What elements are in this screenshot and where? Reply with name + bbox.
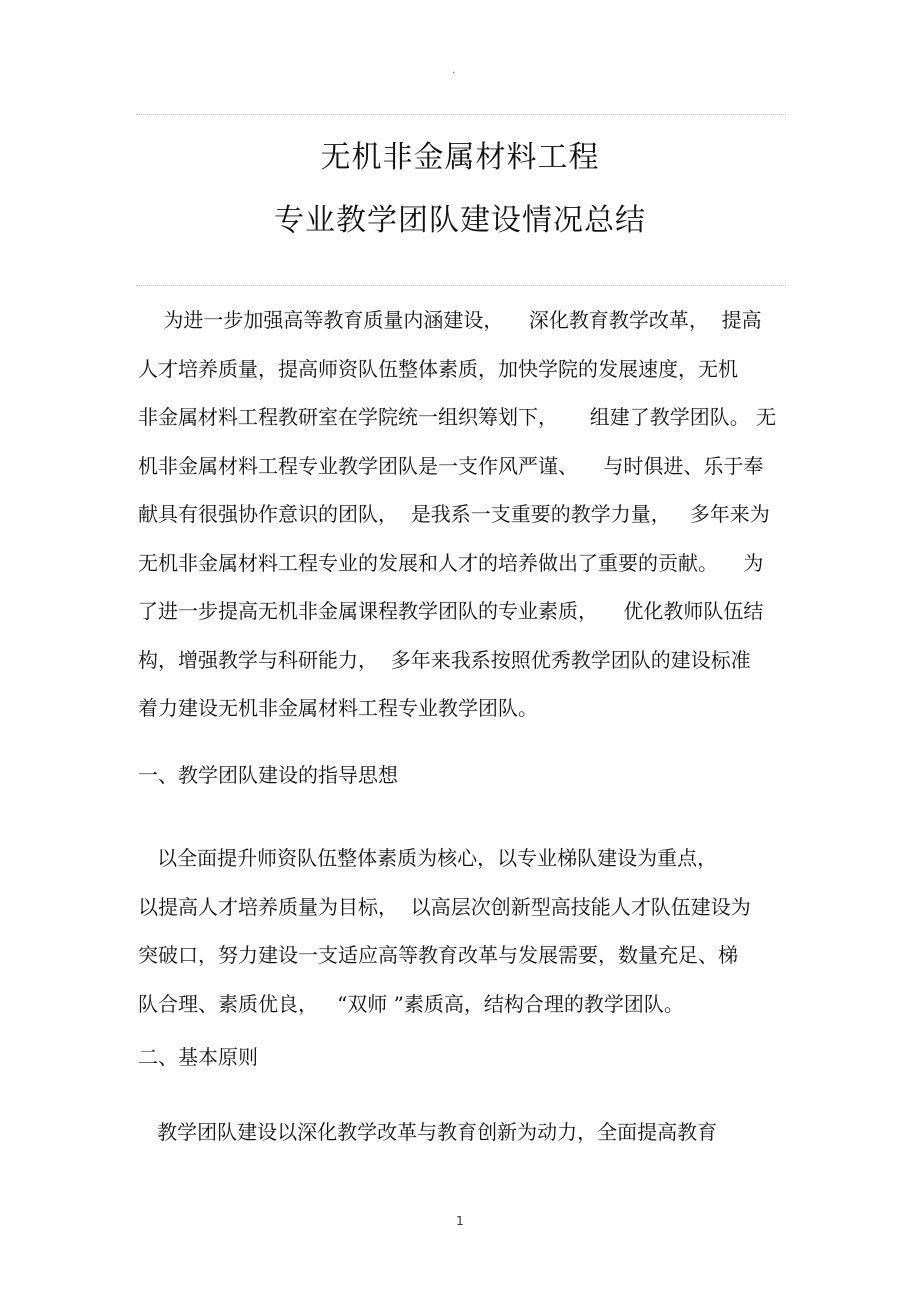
paragraph-line: 以提高人才培养质量为目标， 以高层次创新型高技能人才队伍建设为 xyxy=(138,894,751,919)
paragraph-line: 着力建设无机非金属材料工程专业教学团队。 xyxy=(138,696,538,720)
paragraph-line: 以全面提升师资队伍整体素质为核心，以专业梯队建设为重点， xyxy=(138,846,718,870)
title-divider xyxy=(136,285,786,286)
section-2-heading: 二、基本原则 xyxy=(138,1045,258,1069)
paragraph-line: 无机非金属材料工程专业的发展和人才的培养做出了重要的贡献。 为 xyxy=(138,550,764,575)
paragraph-line: 非金属材料工程教研室在学院统一组织筹划下， 组建了教学团队。 无 xyxy=(138,405,777,429)
guiding-ideology-paragraph xyxy=(138,834,788,1028)
paragraph-line: 为进一步加强高等教育质量内涵建设， 深化教育教学改革， 提高 xyxy=(138,308,762,332)
paragraph-line: 献具有很强协作意识的团队， 是我系一支重要的教学力量， 多年来为 xyxy=(138,502,770,526)
page-number: 1 xyxy=(456,1214,464,1228)
paragraph-line: 构，增强教学与科研能力， 多年来我系按照优秀教学团队的建设标准 xyxy=(138,647,751,672)
section-1-heading: 一、教学团队建设的指导思想 xyxy=(138,763,398,787)
title-line-2: 专业教学团队建设情况总结 xyxy=(274,203,646,238)
intro-paragraph xyxy=(138,296,788,733)
top-mark: . xyxy=(452,65,456,76)
paragraph-line: 教学团队建设以深化教学改革与教育创新为动力，全面提高教育 xyxy=(138,1120,718,1144)
paragraph-line: 队合理、素质优良， “双师 ”素质高，结构合理的教学团队。 xyxy=(138,991,684,1016)
paragraph-line: 了进一步提高无机非金属课程教学团队的专业素质， 优化教师队伍结 xyxy=(138,599,764,623)
paragraph-line: 人才培养质量，提高师资队伍整体素质，加快学院的发展速度，无机 xyxy=(138,356,738,381)
paragraph-line: 机非金属材料工程专业教学团队是一支作风严谨、 与时俱进、乐于奉 xyxy=(138,453,764,478)
header-divider xyxy=(136,114,786,115)
basic-principles-paragraph xyxy=(138,1108,788,1157)
paragraph-line: 突破口，努力建设一支适应高等教育改革与发展需要，数量充足、梯 xyxy=(138,943,738,967)
title-line-1: 无机非金属材料工程 xyxy=(320,140,600,175)
